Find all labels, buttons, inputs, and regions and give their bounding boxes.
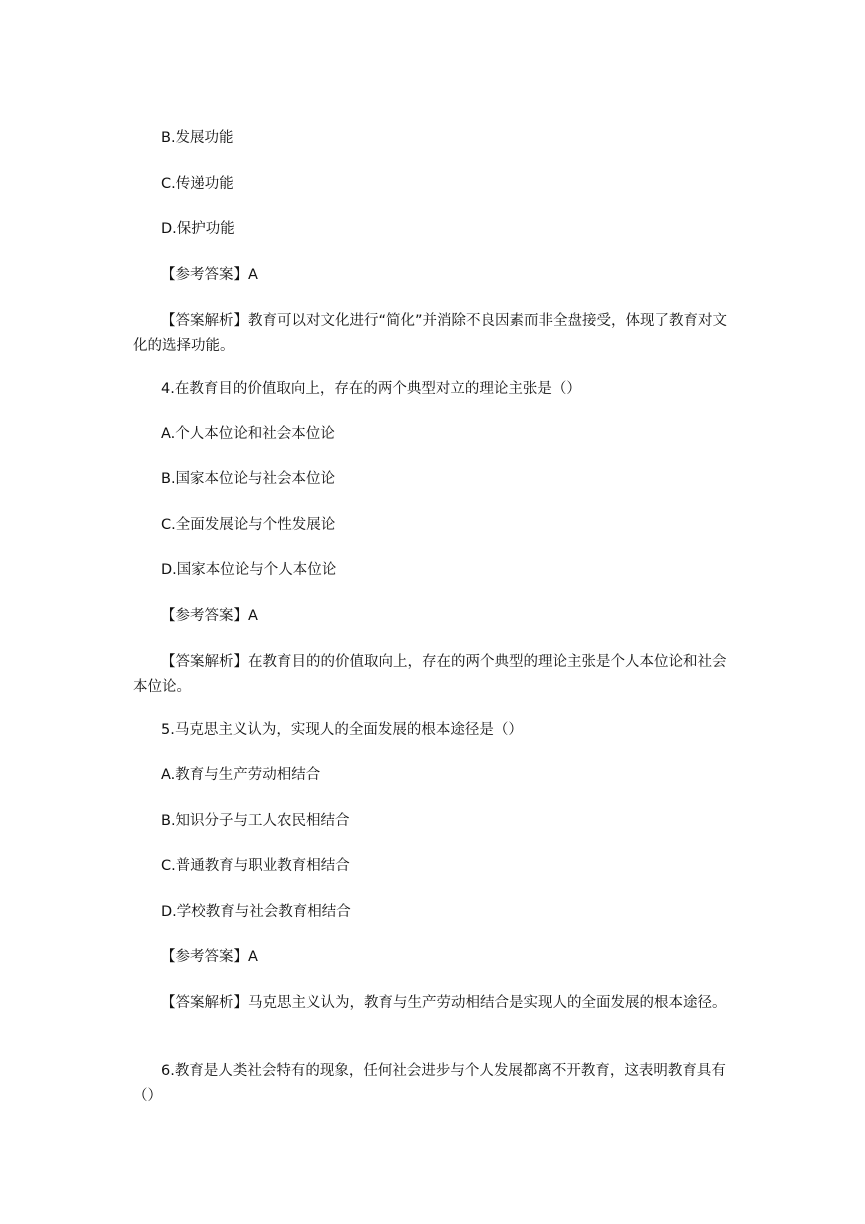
option-a-q5: A.教育与生产劳动相结合: [161, 767, 321, 783]
option-b-q5: B.知识分子与工人农民相结合: [161, 813, 350, 829]
option-c-q5: C.普通教育与职业教育相结合: [161, 858, 350, 874]
option-d-q3: D.保护功能: [161, 221, 235, 237]
question-5: 5.马克思主义认为，实现人的全面发展的根本途径是（）: [161, 722, 523, 738]
option-b-q4: B.国家本位论与社会本位论: [161, 471, 336, 487]
option-b-q3: B.发展功能: [161, 130, 234, 146]
option-a-q4: A.个人本位论和社会本位论: [161, 426, 335, 442]
option-c-q4: C.全面发展论与个性发展论: [161, 517, 336, 533]
option-d-q5: D.学校教育与社会教育相结合: [161, 904, 351, 920]
answer-q3: 【参考答案】A: [161, 267, 258, 283]
explanation-q4: 【答案解析】在教育目的的价值取向上，存在的两个典型的理论主张是个人本位论和社会本位论。: [133, 654, 727, 695]
option-d-q4: D.国家本位论与个人本位论: [161, 562, 337, 578]
option-c-q3: C.传递功能: [161, 176, 234, 192]
question-4: 4.在教育目的价值取向上，存在的两个典型对立的理论主张是（）: [161, 381, 581, 397]
explanation-q3: 【答案解析】教育可以对文化进行“简化”并消除不良因素而非全盘接受，体现了教育对文化的选择功能。: [133, 313, 728, 354]
answer-q4: 【参考答案】A: [161, 608, 258, 624]
question-6: 6.教育是人类社会特有的现象，任何社会进步与个人发展都离不开教育，这表明教育具有（）: [133, 1063, 726, 1104]
explanation-q5: 【答案解析】马克思主义认为，教育与生产劳动相结合是实现人的全面发展的根本途径。: [161, 995, 727, 1011]
answer-q5: 【参考答案】A: [161, 949, 258, 965]
